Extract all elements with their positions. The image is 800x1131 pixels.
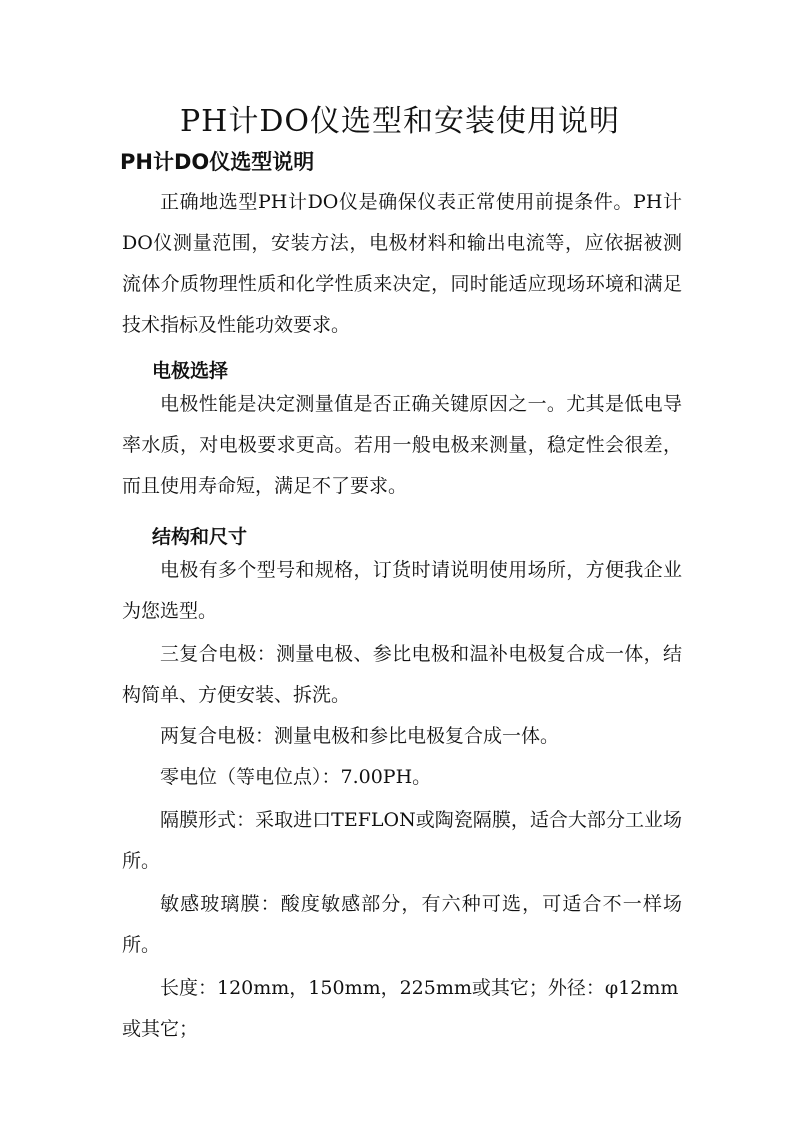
- electrode-selection-heading: 电极选择: [152, 360, 229, 382]
- structure-paragraph-2: 三复合电极：测量电极、参比电极和温补电极复合成一体，结构简单、方便安装、拆洗。: [122, 643, 682, 706]
- structure-paragraph-5: 隔膜形式：采取进口TEFLON或陶瓷隔膜，适合大部分工业场所。: [122, 809, 682, 872]
- structure-paragraph-3: 两复合电极：测量电极和参比电极复合成一体。: [160, 725, 560, 747]
- section-title: PH计DO仪选型说明: [120, 150, 315, 174]
- structure-heading: 结构和尺寸: [152, 526, 248, 548]
- intro-paragraph: 正确地选型PH计DO仪是确保仪表正常使用前提条件。PH计DO仪测量范围，安装方法，电极材料和输出电流等，应依据被测流体介质物理性质和化学性质来决定，同时能适应现场环境和满足技术指标及性能功效要求。: [122, 191, 682, 336]
- structure-paragraph-1: 电极有多个型号和规格，订货时请说明使用场所，方便我企业为您选型。: [122, 559, 682, 622]
- structure-paragraph-6: 敏感玻璃膜：酸度敏感部分，有六种可选，可适合不一样场所。: [122, 893, 682, 956]
- document-title: PH计DO仪选型和安装使用说明: [180, 104, 620, 139]
- electrode-selection-paragraph: 电极性能是决定测量值是否正确关键原因之一。尤其是低电导率水质，对电极要求更高。若用一般电极来测量，稳定性会很差，而且使用寿命短，满足不了要求。: [122, 393, 682, 497]
- structure-paragraph-7: 长度：120mm，150mm，225mm或其它；外径：φ12mm或其它；: [122, 977, 679, 1040]
- structure-paragraph-4: 零电位（等电位点）：7.00PH。: [160, 766, 432, 788]
